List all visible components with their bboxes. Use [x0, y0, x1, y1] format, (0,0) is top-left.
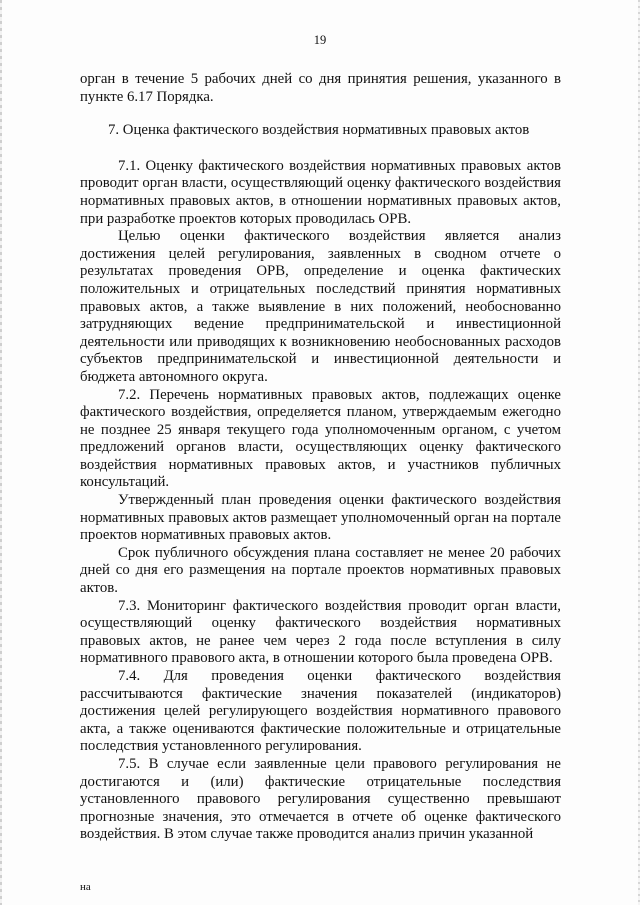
- paragraph-purpose: Целью оценки фактического воздействия является анализ достижения целей регулирования, заявленных в сводном отчете о результатах проведения ОРВ, определение и оценка фактических положительных и отрицательных последствий принятия нормативных правовых актов, а также выявление в них положений, необоснованно затрудняющих ведение предпринимательской и инвестиционной деятельности или приводящих к возникновению необоснованных расходов субъектов предпринимательской и инвестиционной деятельности и бюджета автономного округа.: [80, 228, 561, 385]
- paragraph-7-2: 7.2. Перечень нормативных правовых актов, подлежащих оценке фактического воздействия, определяется планом, утверждаемым ежегодно не позднее 25 января текущего года уполномоченным органом, с учетом предложений органов власти, осуществляющих оценку фактического воздействия нормативных правовых актов, и участников публичных консультаций.: [80, 386, 561, 491]
- paragraph-7-5: 7.5. В случае если заявленные цели правового регулирования не достигаются и (или) фактические отрицательные последствия установленного правового регулирования существенно превышают прогнозные значения, это отмечается в отчете об оценке фактического воздействия. В этом случае также проводится анализ причин указанной: [80, 755, 561, 843]
- paragraph-plan: Утвержденный план проведения оценки фактического воздействия нормативных правовых актов размещает уполномоченный орган на портале проектов нормативных правовых актов.: [80, 492, 561, 544]
- paragraph-discussion-term: Срок публичного обсуждения плана составляет не менее 20 рабочих дней со дня его размещения на портале проектов нормативных правовых актов.: [80, 544, 561, 597]
- page-footer-fragment: на: [80, 881, 91, 893]
- paragraph-7-1: 7.1. Оценку фактического воздействия нормативных правовых актов проводит орган власти, осуществляющий оценку фактического воздействия нормативных правовых актов, в отношении нормативных правовых актов, при разработке проектов которых проводилась ОРВ.: [80, 157, 561, 227]
- page-number: 19: [313, 33, 327, 47]
- section-heading: 7. Оценка фактического воздействия нормативных правовых актов: [108, 122, 530, 139]
- paragraph-continuation: орган в течение 5 рабочих дней со дня принятия решения, указанного в пункте 6.17 Порядка.: [80, 71, 561, 105]
- document-body: [80, 71, 561, 844]
- paragraph-7-4: 7.4. Для проведения оценки фактического воздействия рассчитываются фактические значения показателей (индикаторов) достижения целей регулирующего воздействия нормативного правового акта, а также оцениваются фактические положительные и отрицательные последствия установленного регулирования.: [80, 668, 561, 755]
- scan-edge-left: [0, 0, 2, 905]
- paragraph-7-3: 7.3. Мониторинг фактического воздействия проводит орган власти, осуществляющий оценку фактического воздействия нормативных правовых актов, не ранее чем через 2 года после вступления в силу нормативного правового акта, в отношении которого была проведена ОРВ.: [80, 597, 561, 667]
